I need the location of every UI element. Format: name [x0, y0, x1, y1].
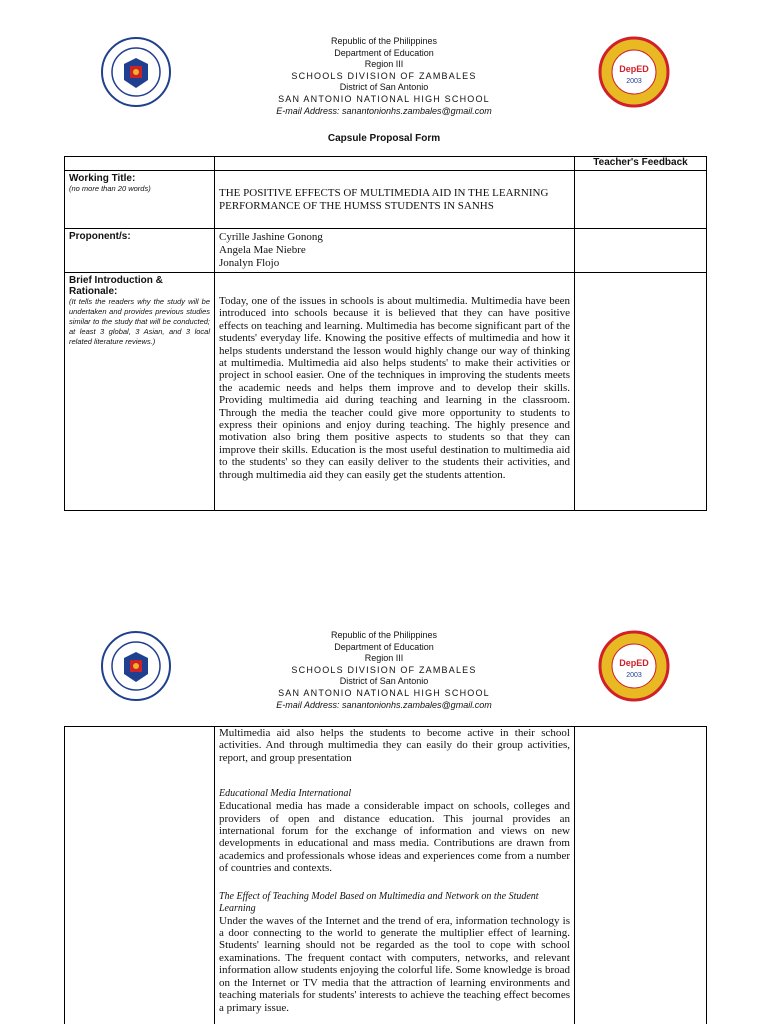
working-title-label: Working Title: [69, 173, 136, 184]
proponent-name: Jonalyn Flojo [219, 257, 280, 269]
proponents-label: Proponent/s: [69, 231, 131, 242]
deped-badge-text: DepED [619, 64, 649, 74]
form-title: Capsule Proposal Form [327, 133, 441, 144]
letterhead [0, 630, 768, 711]
proponent-name: Cyrille Jashine Gonong [219, 231, 323, 243]
intro-text: Today, one of the issues in schools is about multimedia. Multimedia have been introduced into schools because it is believed that they can have positive effects on teaching and learning. Multimedia has become significant part of the students' everyday life. Knowing the positive effects of multimedia and how it helps students understand the lesson would highly change our way of thinking at multimedia. Multimedia aid also helps students' to make their activities or project in school easier. One of the techniques in improving the students meets the academic needs and helps them improve and to develop their skills. Providing multimedia aid during teaching and learning in the classroom. Through the media the teacher could give more opportunity to students to express their opinions and enjoy during teaching. The highly presence and motivation also bring them positive aspects to students so that they can improve their skills. Education is the most useful destination to multimedia aid to the students' so they can easily deliver to the students their activities, and through multimedia aid they can easily get the students attention. [219, 295, 570, 481]
header-line-4: SCHOOLS DIVISION OF ZAMBALES [291, 664, 477, 675]
header-line-2: Department of Education [334, 641, 434, 652]
intro-text-cell [215, 273, 575, 511]
working-title-value-cell [215, 171, 575, 229]
header-email: E-mail Address: sanantonionhs.zambales@gmail.com [276, 105, 492, 116]
header-line-6: SAN ANTONIO NATIONAL HIGH SCHOOL [278, 93, 490, 104]
intro-label-cell [65, 273, 215, 511]
teacher-feedback-header: Teacher's Feedback [575, 157, 707, 171]
reference-title: Educational Media International [219, 788, 352, 800]
label-cell [65, 727, 215, 1024]
page-2 [0, 610, 768, 1024]
header-empty-cell [65, 157, 215, 171]
header-line-5: District of San Antonio [339, 676, 429, 687]
intro-note: (It tells the readers why the study will be undertaken and provides previous studies similar to the study that will be conducted; at least 3 global, 3 Asian, and 3 local related literature reviews.) [69, 297, 210, 346]
proponent-name: Angela Mae Niebre [219, 244, 306, 256]
header-line-1: Republic of the Philippines [330, 630, 438, 640]
proposal-table-continued [64, 726, 707, 1024]
header-line-2: Department of Education [334, 47, 434, 58]
letterhead [0, 36, 768, 117]
reference-title: The Effect of Teaching Model Based on Multimedia and Network on the Student Learning [219, 890, 539, 914]
header-line-1: Republic of the Philippines [330, 36, 438, 46]
header-line-6: SAN ANTONIO NATIONAL HIGH SCHOOL [278, 687, 490, 698]
working-title-note: (no more than 20 words) [69, 184, 151, 193]
feedback-cell [575, 229, 707, 273]
proponents-value-cell [215, 229, 575, 273]
deped-badge-text: DepED [619, 658, 649, 668]
badge-year: 2003 [626, 672, 642, 679]
proposal-table [64, 156, 707, 511]
feedback-cell [575, 171, 707, 229]
header-email: E-mail Address: sanantonionhs.zambales@gmail.com [276, 699, 492, 710]
feedback-cell [575, 727, 707, 1024]
header-line-3: Region III [364, 59, 404, 70]
header-line-4: SCHOOLS DIVISION OF ZAMBALES [291, 70, 477, 81]
header-line-5: District of San Antonio [339, 82, 429, 93]
literature-cell [215, 727, 575, 1024]
proponents-label-cell [65, 229, 215, 273]
reference-text: Under the waves of the Internet and the trend of era, information technology is a door connecting to the world to generate the multiplier effect of learning. Students' learning should not be regarded as the tool to cope with school examinations. The frequent contact with computers, networks, and relevant information allow students enjoying the colorful life. Some knowledge is broad on the Internet or TV media that the attraction of learning environments and teaching materials for students' interests to achieve the teaching effect becomes a primary issue. [219, 914, 570, 1014]
intro-label: Brief Introduction & Rationale: [69, 275, 163, 297]
badge-year: 2003 [626, 78, 642, 85]
working-title-value: THE POSITIVE EFFECTS OF MULTIMEDIA AID IN THE LEARNING PERFORMANCE OF THE HUMSS STUDENTS IN SANHS [219, 186, 549, 212]
reference-text: Educational media has made a considerable impact on schools, colleges and providers of open and distance education. This journal provides an international forum for the exchange of information and views on new developments in educational and mass media. Contributions are drawn from academics and professionals whose ideas and experiences come from a number of countries and contexts. [219, 800, 570, 875]
header-line-3: Region III [364, 653, 404, 664]
continued-paragraph: Multimedia aid also helps the students to become active in their school activities. And through multimedia they can easily do their group activities, report, and group presentation [219, 727, 570, 764]
feedback-cell [575, 273, 707, 511]
working-title-label-cell [65, 171, 215, 229]
header-empty-cell [215, 157, 575, 171]
